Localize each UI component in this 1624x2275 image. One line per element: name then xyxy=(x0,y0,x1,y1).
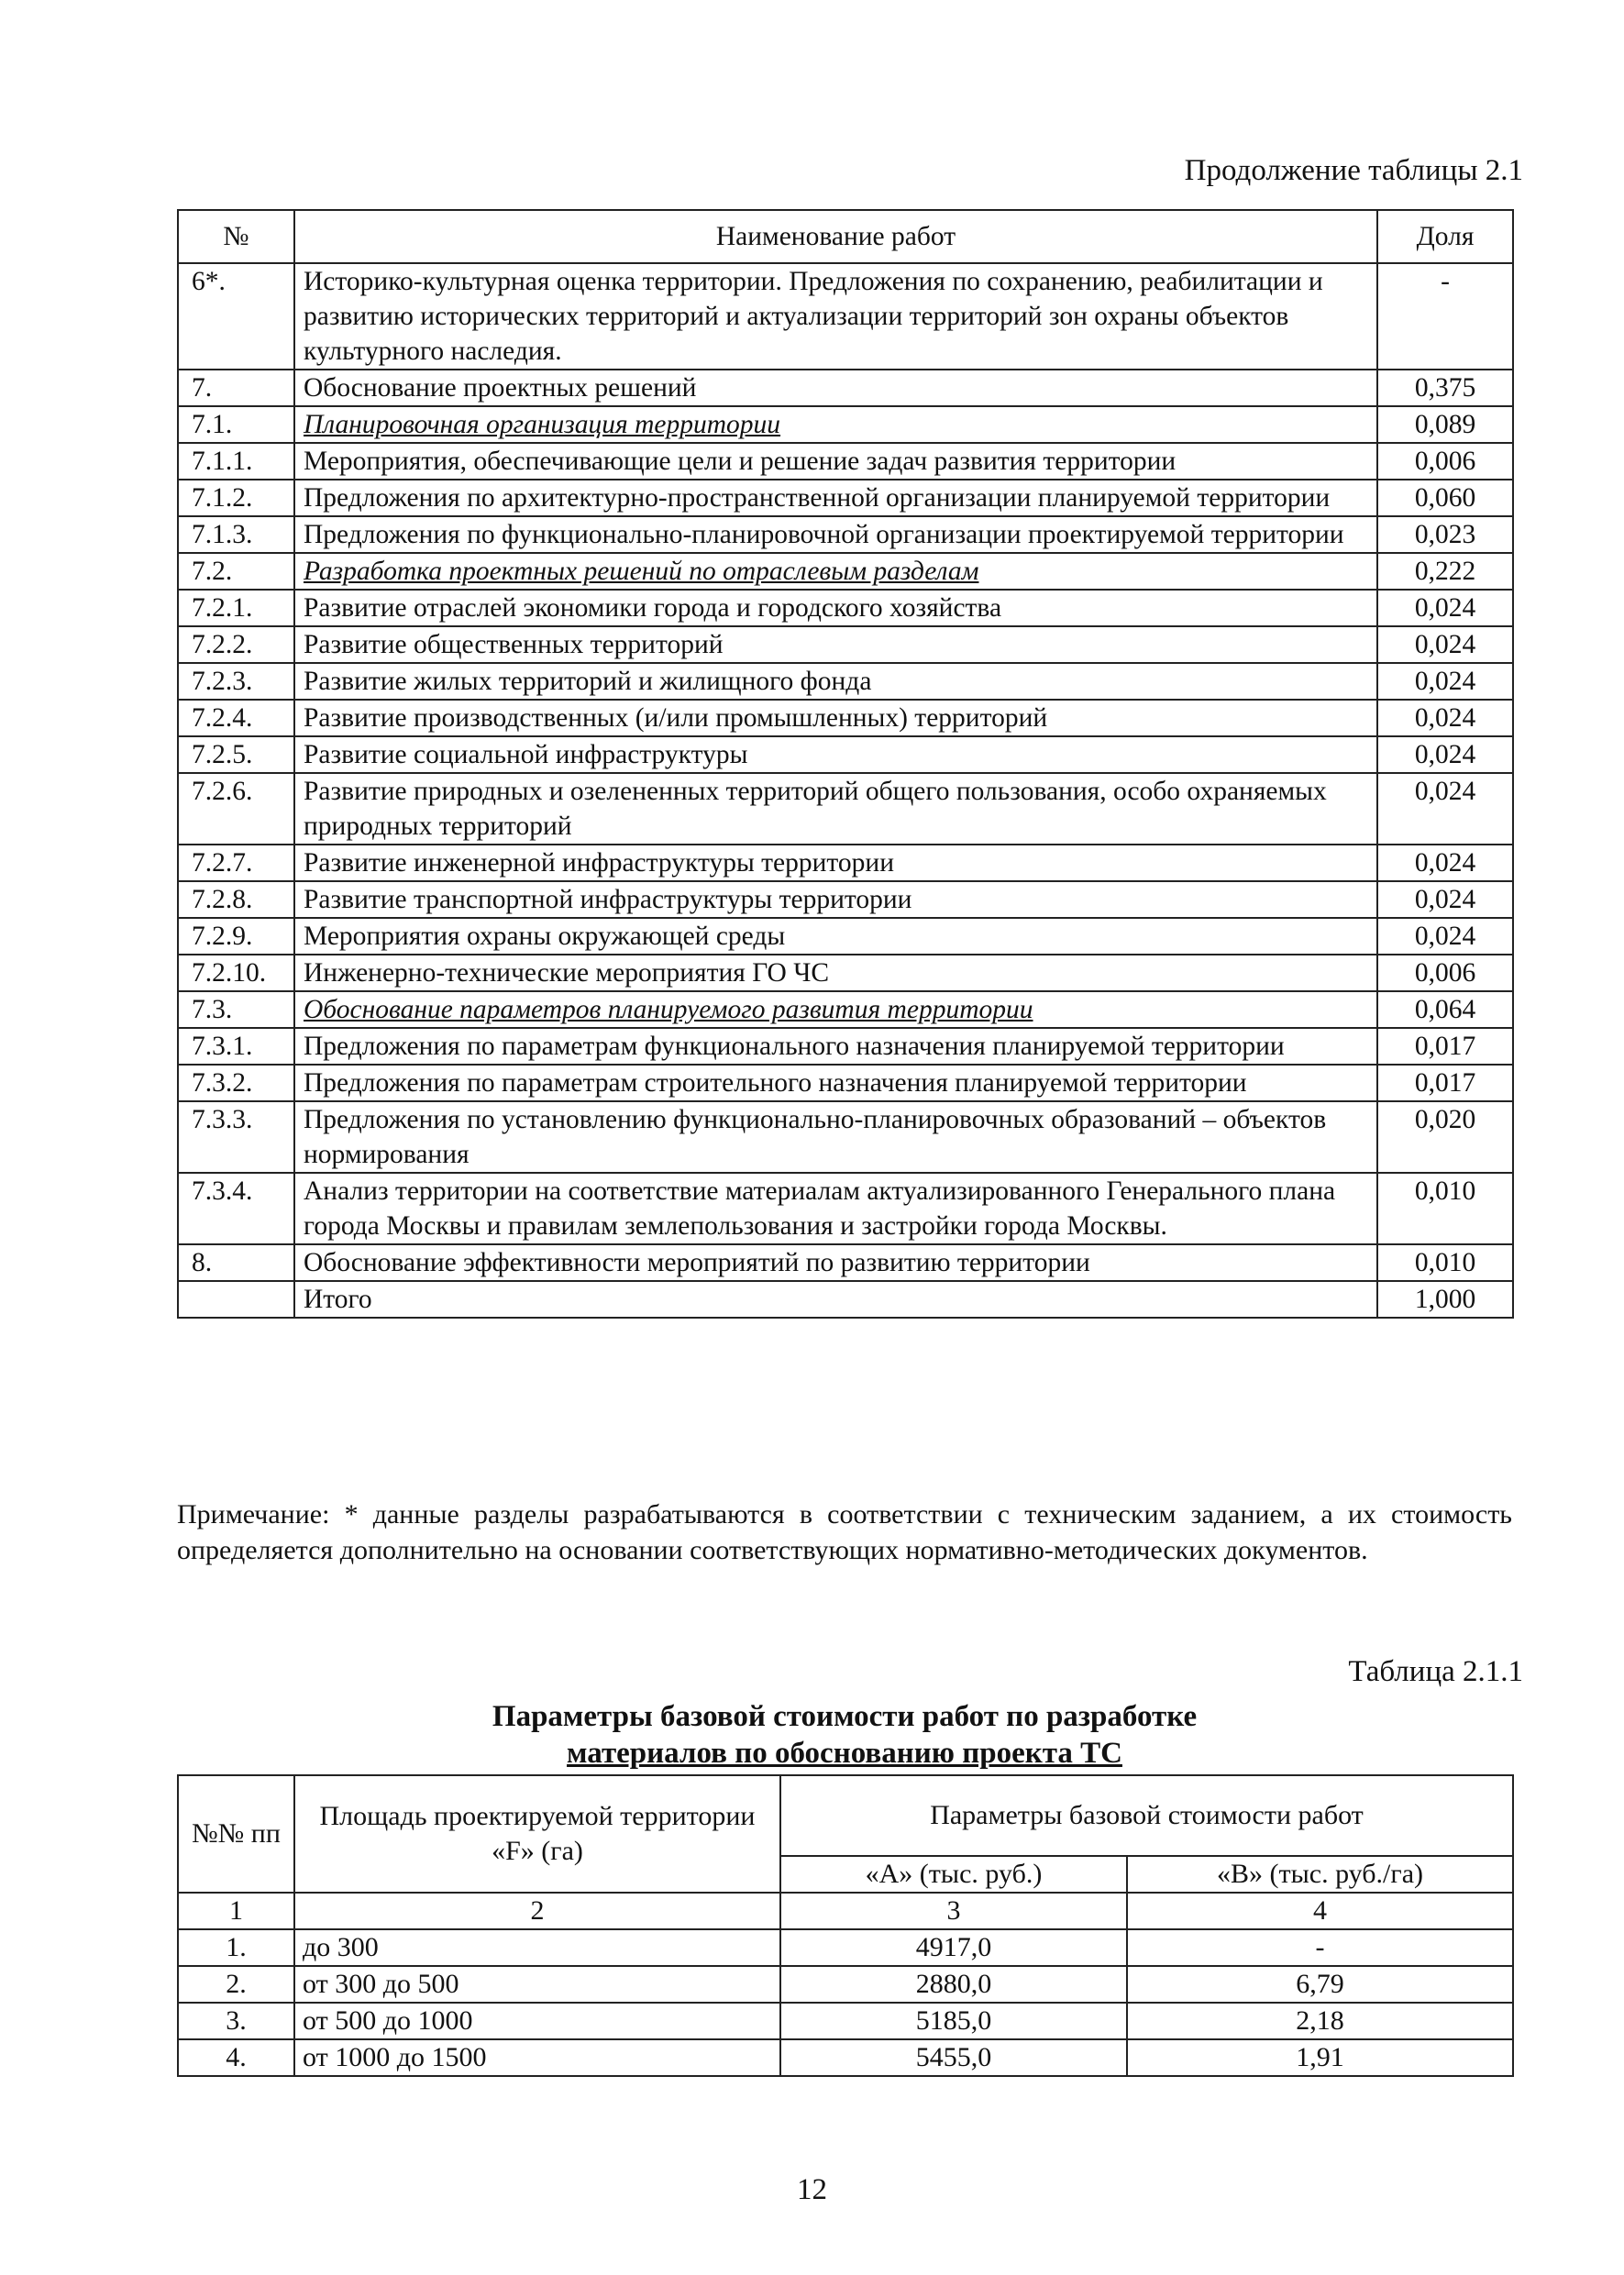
table-continuation-caption: Продолжение таблицы 2.1 xyxy=(1184,154,1523,187)
table-row xyxy=(178,1065,1513,1101)
table-note: Примечание: * данные разделы разрабатываются в соответствии с техническим заданием, а их стоимость определяется дополнительно на основании соответствующих нормативно-методических документов. xyxy=(177,1499,1512,1565)
row-share: 0,024 xyxy=(1377,881,1513,918)
row-share: 0,024 xyxy=(1377,918,1513,955)
table-row xyxy=(178,663,1513,700)
header-num-pp: №№ пп xyxy=(178,1775,294,1893)
row-share: 0,017 xyxy=(1377,1028,1513,1065)
table-row xyxy=(178,590,1513,626)
row-number: 7.2. xyxy=(178,553,294,590)
row-work-name: Развитие общественных территорий xyxy=(294,626,1377,663)
row-share: 0,222 xyxy=(1377,553,1513,590)
row-share: 0,010 xyxy=(1377,1173,1513,1244)
row-number: 7.2.4. xyxy=(178,700,294,736)
row-work-name: Планировочная организация территории xyxy=(294,406,1377,443)
row-number: 7.2.2. xyxy=(178,626,294,663)
row-number: 1. xyxy=(178,1929,294,1966)
header-b: «В» (тыс. руб./га) xyxy=(1127,1856,1513,1893)
row-work-name: Обоснование проектных решений xyxy=(294,370,1377,406)
row-share: 0,089 xyxy=(1377,406,1513,443)
row-number xyxy=(178,1281,294,1318)
row-number: 7.2.3. xyxy=(178,663,294,700)
table-row xyxy=(178,1281,1513,1318)
row-number: 8. xyxy=(178,1244,294,1281)
table-211-title-line1: Параметры базовой стоимости работ по разработке xyxy=(492,1700,1198,1733)
row-number: 7.2.9. xyxy=(178,918,294,955)
row-b-value: - xyxy=(1127,1929,1513,1966)
row-work-name: Обоснование эффективности мероприятий по развитию территории xyxy=(294,1244,1377,1281)
row-share: 0,024 xyxy=(1377,663,1513,700)
table-row xyxy=(178,443,1513,480)
index-cell: 2 xyxy=(294,1893,780,1929)
row-work-name: Мероприятия охраны окружающей среды xyxy=(294,918,1377,955)
row-work-name: Предложения по параметрам функционального назначения планируемой территории xyxy=(294,1028,1377,1065)
table-row xyxy=(178,1101,1513,1173)
index-cell: 1 xyxy=(178,1893,294,1929)
row-share: 0,010 xyxy=(1377,1244,1513,1281)
table-row xyxy=(178,1173,1513,1244)
row-share: 0,024 xyxy=(1377,590,1513,626)
row-share: 0,064 xyxy=(1377,991,1513,1028)
row-number: 2. xyxy=(178,1966,294,2003)
table-row xyxy=(178,881,1513,918)
row-number: 7.2.5. xyxy=(178,736,294,773)
table-row xyxy=(178,1929,1513,1966)
row-work-name: Развитие отраслей экономики города и городского хозяйства xyxy=(294,590,1377,626)
row-share: - xyxy=(1377,263,1513,370)
row-share: 0,024 xyxy=(1377,845,1513,881)
row-share: 0,024 xyxy=(1377,736,1513,773)
row-share: 0,017 xyxy=(1377,1065,1513,1101)
row-share: 0,006 xyxy=(1377,955,1513,991)
row-share: 0,024 xyxy=(1377,700,1513,736)
table-row xyxy=(178,955,1513,991)
row-work-name: Историко-культурная оценка территории. Предложения по сохранению, реабилитации и развитию исторических территорий и актуализации территорий зон охраны объектов культурного наследия. xyxy=(294,263,1377,370)
row-a-value: 5455,0 xyxy=(780,2039,1127,2076)
row-work-name: Развитие социальной инфраструктуры xyxy=(294,736,1377,773)
header-a: «А» (тыс. руб.) xyxy=(780,1856,1127,1893)
table-row xyxy=(178,480,1513,516)
row-share: 0,024 xyxy=(1377,773,1513,845)
table-row xyxy=(178,773,1513,845)
row-share: 0,375 xyxy=(1377,370,1513,406)
index-cell: 4 xyxy=(1127,1893,1513,1929)
row-number: 7.3.3. xyxy=(178,1101,294,1173)
row-work-name: Разработка проектных решений по отраслевым разделам xyxy=(294,553,1377,590)
table-211-title-line2: материалов по обоснованию проекта ТС xyxy=(567,1737,1122,1770)
row-work-name: Развитие жилых территорий и жилищного фонда xyxy=(294,663,1377,700)
table-row xyxy=(178,370,1513,406)
row-area: от 500 до 1000 xyxy=(294,2003,780,2039)
row-number: 7.2.7. xyxy=(178,845,294,881)
table-row xyxy=(178,406,1513,443)
row-number: 4. xyxy=(178,2039,294,2076)
row-share: 0,023 xyxy=(1377,516,1513,553)
row-share: 0,006 xyxy=(1377,443,1513,480)
row-work-name: Предложения по архитектурно-пространственной организации планируемой территории xyxy=(294,480,1377,516)
header-work-name: Наименование работ xyxy=(294,210,1377,263)
row-number: 7.2.1. xyxy=(178,590,294,626)
row-a-value: 2880,0 xyxy=(780,1966,1127,2003)
row-number: 7.3. xyxy=(178,991,294,1028)
row-share: 1,000 xyxy=(1377,1281,1513,1318)
row-b-value: 1,91 xyxy=(1127,2039,1513,2076)
table-211-title xyxy=(177,1698,1512,1772)
table-211-index-row xyxy=(178,1893,1513,1929)
row-a-value: 5185,0 xyxy=(780,2003,1127,2039)
table-row xyxy=(178,263,1513,370)
row-work-name: Предложения по параметрам строительного назначения планируемой территории xyxy=(294,1065,1377,1101)
row-number: 7.3.4. xyxy=(178,1173,294,1244)
row-number: 6*. xyxy=(178,263,294,370)
row-area: от 1000 до 1500 xyxy=(294,2039,780,2076)
table-row xyxy=(178,991,1513,1028)
row-number: 7.1.3. xyxy=(178,516,294,553)
table-row xyxy=(178,700,1513,736)
row-number: 7.2.6. xyxy=(178,773,294,845)
header-share: Доля xyxy=(1377,210,1513,263)
row-work-name: Анализ территории на соответствие материалам актуализированного Генерального плана города Москвы и правилам землепользования и застройки города Москвы. xyxy=(294,1173,1377,1244)
row-area: до 300 xyxy=(294,1929,780,1966)
header-cost-params: Параметры базовой стоимости работ xyxy=(780,1775,1513,1856)
row-a-value: 4917,0 xyxy=(780,1929,1127,1966)
table-211-header-row xyxy=(178,1775,1513,1856)
row-number: 7.1.1. xyxy=(178,443,294,480)
row-share: 0,060 xyxy=(1377,480,1513,516)
table-row xyxy=(178,516,1513,553)
table-row xyxy=(178,2039,1513,2076)
index-cell: 3 xyxy=(780,1893,1127,1929)
row-b-value: 2,18 xyxy=(1127,2003,1513,2039)
table-row xyxy=(178,1966,1513,2003)
table-header-row xyxy=(178,210,1513,263)
row-work-name: Итого xyxy=(294,1281,1377,1318)
row-number: 7.3.1. xyxy=(178,1028,294,1065)
table-row xyxy=(178,2003,1513,2039)
row-work-name: Развитие транспортной инфраструктуры территории xyxy=(294,881,1377,918)
row-number: 7.1. xyxy=(178,406,294,443)
row-b-value: 6,79 xyxy=(1127,1966,1513,2003)
row-work-name: Предложения по установлению функционально-планировочных образований – объектов нормирования xyxy=(294,1101,1377,1173)
row-number: 7.3.2. xyxy=(178,1065,294,1101)
work-shares-body xyxy=(178,263,1513,1318)
row-share: 0,024 xyxy=(1377,626,1513,663)
row-work-name: Развитие природных и озелененных территорий общего пользования, особо охраняемых природных территорий xyxy=(294,773,1377,845)
row-share: 0,020 xyxy=(1377,1101,1513,1173)
table-row xyxy=(178,845,1513,881)
row-number: 3. xyxy=(178,2003,294,2039)
row-number: 7.1.2. xyxy=(178,480,294,516)
table-row xyxy=(178,1244,1513,1281)
base-cost-parameters-table xyxy=(177,1774,1514,2077)
row-work-name: Обоснование параметров планируемого развития территории xyxy=(294,991,1377,1028)
table-row xyxy=(178,1028,1513,1065)
row-work-name: Инженерно-технические мероприятия ГО ЧС xyxy=(294,955,1377,991)
table-row xyxy=(178,626,1513,663)
row-number: 7.2.10. xyxy=(178,955,294,991)
table-row xyxy=(178,736,1513,773)
row-work-name: Развитие инженерной инфраструктуры территории xyxy=(294,845,1377,881)
header-number: № xyxy=(178,210,294,263)
page-number: 12 xyxy=(797,2173,827,2206)
row-work-name: Развитие производственных (и/или промышленных) территорий xyxy=(294,700,1377,736)
row-work-name: Мероприятия, обеспечивающие цели и решение задач развития территории xyxy=(294,443,1377,480)
row-work-name: Предложения по функционально-планировочной организации проектируемой территории xyxy=(294,516,1377,553)
table-row xyxy=(178,553,1513,590)
row-number: 7.2.8. xyxy=(178,881,294,918)
table-211-caption: Таблица 2.1.1 xyxy=(1348,1655,1523,1688)
header-area: Площадь проектируемой территории «F» (га) xyxy=(294,1775,780,1893)
row-area: от 300 до 500 xyxy=(294,1966,780,2003)
work-shares-table xyxy=(177,209,1514,1319)
table-row xyxy=(178,918,1513,955)
row-number: 7. xyxy=(178,370,294,406)
